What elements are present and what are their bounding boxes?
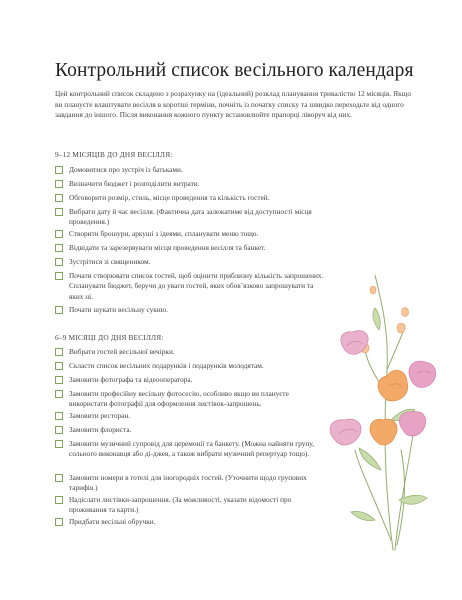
checklist-item (55, 411, 325, 421)
checklist-item (55, 179, 325, 189)
checklist-item (55, 271, 325, 302)
checkbox[interactable] (55, 166, 63, 174)
section-heading-6-9: 6–9 МІСЯЦІ ДО ДНЯ ВЕСІЛЛЯ: (55, 333, 164, 342)
checkbox[interactable] (55, 362, 63, 370)
checklist-item (55, 193, 325, 203)
checklist-item (55, 375, 325, 385)
checklist-item-label: Зустрітися зі священиком. (69, 257, 151, 266)
checklist-item (55, 207, 325, 228)
checkbox[interactable] (55, 244, 63, 252)
checklist-item-label: Обговорити розмір, стиль, місце проведення та кількість гостей. (69, 193, 270, 202)
checklist-item (55, 517, 325, 527)
checklist-item-label: Почати шукати весільну сукню. (69, 305, 168, 314)
checklist-item-label: Домовитися про зустріч із батьками. (69, 165, 183, 174)
checkbox[interactable] (55, 194, 63, 202)
checklist-item (55, 361, 325, 371)
intro-paragraph: Цей контрольний список складено з розрахунку на (ідеальний) розклад планування тривалістю 12 місяців. Якщо ви плануєте влаштувати весілля в коротші терміни, почніть із початку списку та швидко переходьте від одного завдання до іншого. Після виконання кожного пункту встановлюйте прапорці ліворуч від них. (55, 89, 412, 120)
checklist-item (55, 257, 325, 267)
checkbox[interactable] (55, 348, 63, 356)
section-heading-9-12: 9–12 МІСЯЦІВ ДО ДНЯ ВЕСІЛЛЯ: (55, 150, 173, 159)
checklist-item-label: Вибрати дату й час весілля. (Фактична дата залежатиме від доступності місця проведення.) (69, 207, 312, 227)
checklist-item-label: Створити брошури, аркуші з ідеями, спланувати меню тощо. (69, 229, 259, 238)
checklist-item-label: Замовити номери в готелі для іногородніх гостей. (Уточнити щодо групових тарифів.) (69, 473, 307, 493)
checklist-item-label: Вибрати гостей весільної вечірки. (69, 347, 175, 356)
checkbox[interactable] (55, 376, 63, 384)
checkbox[interactable] (55, 390, 63, 398)
checkbox[interactable] (55, 412, 63, 420)
checklist-item-label: Придбати весільні обручки. (69, 517, 156, 526)
checklist-item (55, 439, 325, 460)
checkbox[interactable] (55, 272, 63, 280)
page-title: Контрольний список весільного календаря (55, 60, 414, 81)
checklist-item (55, 347, 325, 357)
checkbox[interactable] (55, 440, 63, 448)
checklist-item (55, 495, 325, 516)
checklist-item-label: Відвідати та зарезервувати місця проведення весілля та банкет. (69, 243, 266, 252)
checklist-item-label: Замовити професійну весільну фотосесію, особливо якщо ви плануєте використати фотографії для оформлення листівок-запрошень. (69, 389, 289, 409)
checkbox[interactable] (55, 474, 63, 482)
checklist-item (55, 473, 325, 494)
checklist-item (55, 243, 325, 253)
checklist-item-label: Почати створювати список гостей, щоб оцінити приблизну кількість запрошених. Спланувати бюджет, беручи до уваги гостей, яких обов’язково запрошувати та яких ні. (69, 271, 324, 301)
checkbox[interactable] (55, 230, 63, 238)
checklist-item (55, 229, 325, 239)
checkbox[interactable] (55, 180, 63, 188)
checkbox[interactable] (55, 208, 63, 216)
checklist-item (55, 305, 325, 315)
checklist-item-label: Замовити ресторан. (69, 411, 131, 420)
checklist-item-label: Скласти список весільних подарунків і подарунків молодятам. (69, 361, 264, 370)
checklist-item-label: Надіслати листівки-запрошення. (За можливості, указати відомості про проживання та карти.) (69, 495, 292, 515)
checklist-item-label: Замовити музичний супровід для церемонії та банкету. (Можна найняти групу, сольного виконавця або ді-джея, а також вибрати музичний репертуар тощо). (69, 439, 315, 459)
checklist-item (55, 165, 325, 175)
checklist-item-label: Замовити флориста. (69, 425, 132, 434)
checkbox[interactable] (55, 306, 63, 314)
checkbox[interactable] (55, 426, 63, 434)
checkbox[interactable] (55, 258, 63, 266)
checkbox[interactable] (55, 518, 63, 526)
checkbox[interactable] (55, 496, 63, 504)
checklist-item (55, 425, 325, 435)
checklist-item-label: Визначити бюджет і розподілити витрати. (69, 179, 200, 188)
checklist-item-label: Замовити фотографа та відеооператора. (69, 375, 193, 384)
flower-illustration (315, 270, 445, 560)
checklist-item (55, 389, 325, 410)
